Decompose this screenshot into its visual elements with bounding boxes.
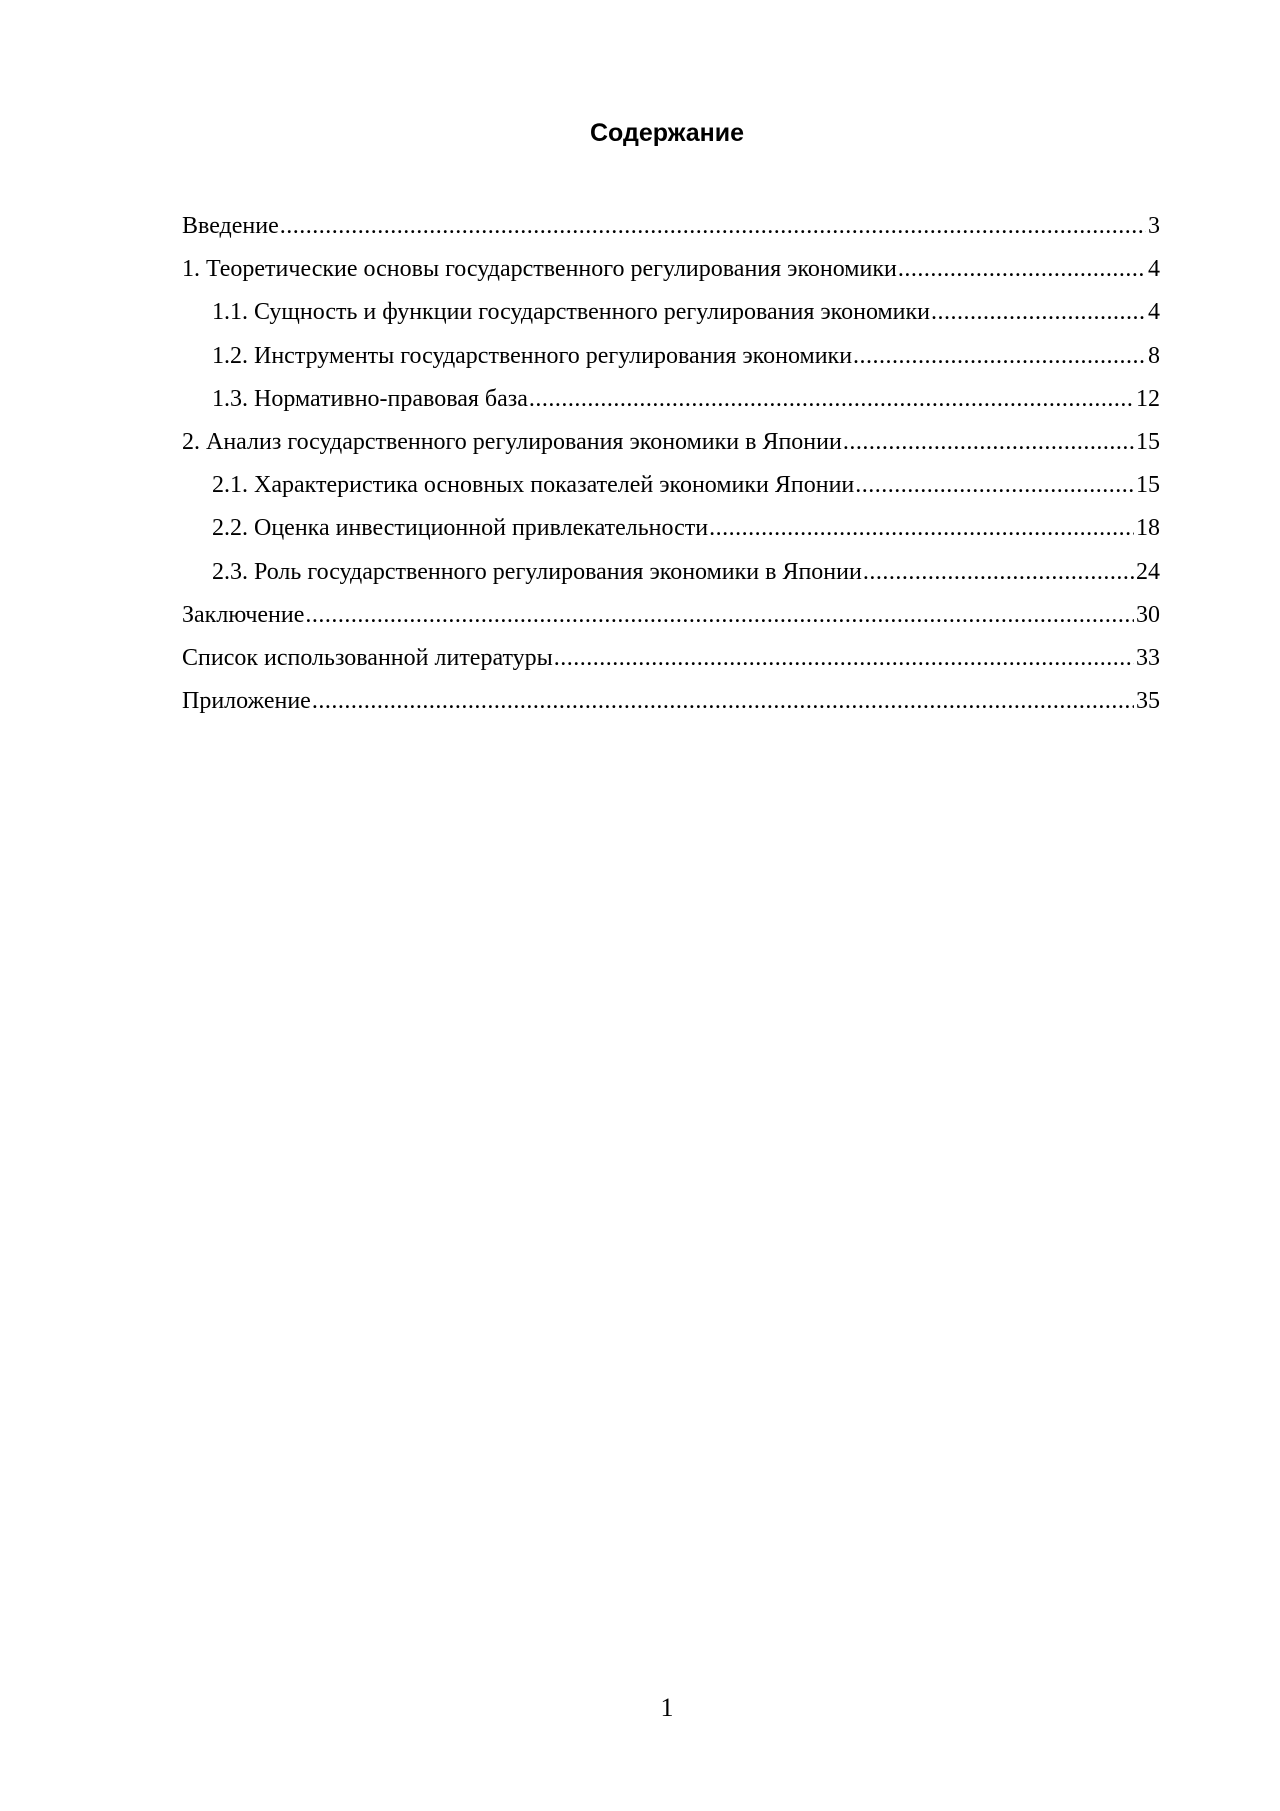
toc-leader-dots	[843, 427, 1134, 457]
toc-entry-page: 4	[1148, 299, 1160, 326]
toc-entry-text: Заключение	[182, 601, 305, 628]
toc-entry-page: 15	[1136, 472, 1160, 499]
toc-entry-text: 1.3. Нормативно-правовая база	[212, 385, 528, 412]
toc-entry[interactable]	[182, 211, 1160, 254]
toc-entry-text: 1.2. Инструменты государственного регулирования экономики	[212, 342, 853, 369]
toc-entry-text: Приложение	[182, 688, 311, 715]
toc-entry-text: 2. Анализ государственного регулирования экономики в Японии	[182, 428, 842, 455]
toc-entry-page: 18	[1136, 515, 1160, 542]
toc-leader-dots	[853, 341, 1146, 371]
toc-leader-dots	[312, 686, 1134, 716]
toc-entry-page: 12	[1136, 385, 1160, 412]
page-title: Содержание	[589, 119, 745, 147]
toc-entry-page: 33	[1136, 644, 1160, 671]
toc-entry-page: 15	[1136, 428, 1160, 455]
page-number: 1	[660, 1693, 674, 1722]
toc-entry[interactable]	[182, 384, 1160, 427]
toc-entry[interactable]	[182, 600, 1160, 643]
toc-leader-dots	[305, 600, 1134, 630]
toc-entry-text: 1. Теоретические основы государственного регулирования экономики	[182, 256, 897, 283]
toc-entry-page: 8	[1148, 342, 1160, 369]
toc-entry[interactable]	[182, 341, 1160, 384]
toc-leader-dots	[863, 557, 1134, 587]
toc-entry-text: Введение	[182, 213, 279, 239]
toc-entry[interactable]	[182, 513, 1160, 556]
toc-entry-text: 2.2. Оценка инвестиционной привлекательности	[212, 515, 709, 542]
toc-entry-page: 4	[1148, 256, 1160, 283]
toc-entry[interactable]	[182, 557, 1160, 600]
toc-entry[interactable]	[182, 254, 1160, 297]
toc-entry[interactable]	[182, 470, 1160, 513]
toc-leader-dots	[931, 297, 1146, 327]
toc-entry-text: 2.3. Роль государственного регулирования экономики в Японии	[212, 558, 862, 585]
toc-entry-text: 2.1. Характеристика основных показателей экономики Японии	[212, 472, 855, 499]
table-of-contents	[182, 211, 1160, 729]
toc-entry[interactable]	[182, 427, 1160, 470]
toc-entry-page: 35	[1136, 688, 1160, 715]
toc-leader-dots	[855, 470, 1134, 500]
toc-leader-dots	[709, 513, 1134, 543]
toc-entry-page: 24	[1136, 558, 1160, 585]
toc-entry[interactable]	[182, 686, 1160, 729]
toc-entry-text: Список использованной литературы	[182, 644, 553, 671]
toc-leader-dots	[898, 254, 1146, 284]
toc-entry-text: 1.1. Сущность и функции государственного регулирования экономики	[212, 299, 931, 326]
toc-entry[interactable]	[182, 297, 1160, 340]
toc-leader-dots	[529, 384, 1134, 414]
toc-entry[interactable]	[182, 643, 1160, 686]
toc-entry-page: 3	[1148, 213, 1160, 239]
toc-leader-dots	[280, 211, 1146, 241]
toc-entry-page: 30	[1136, 601, 1160, 628]
toc-leader-dots	[554, 643, 1134, 673]
